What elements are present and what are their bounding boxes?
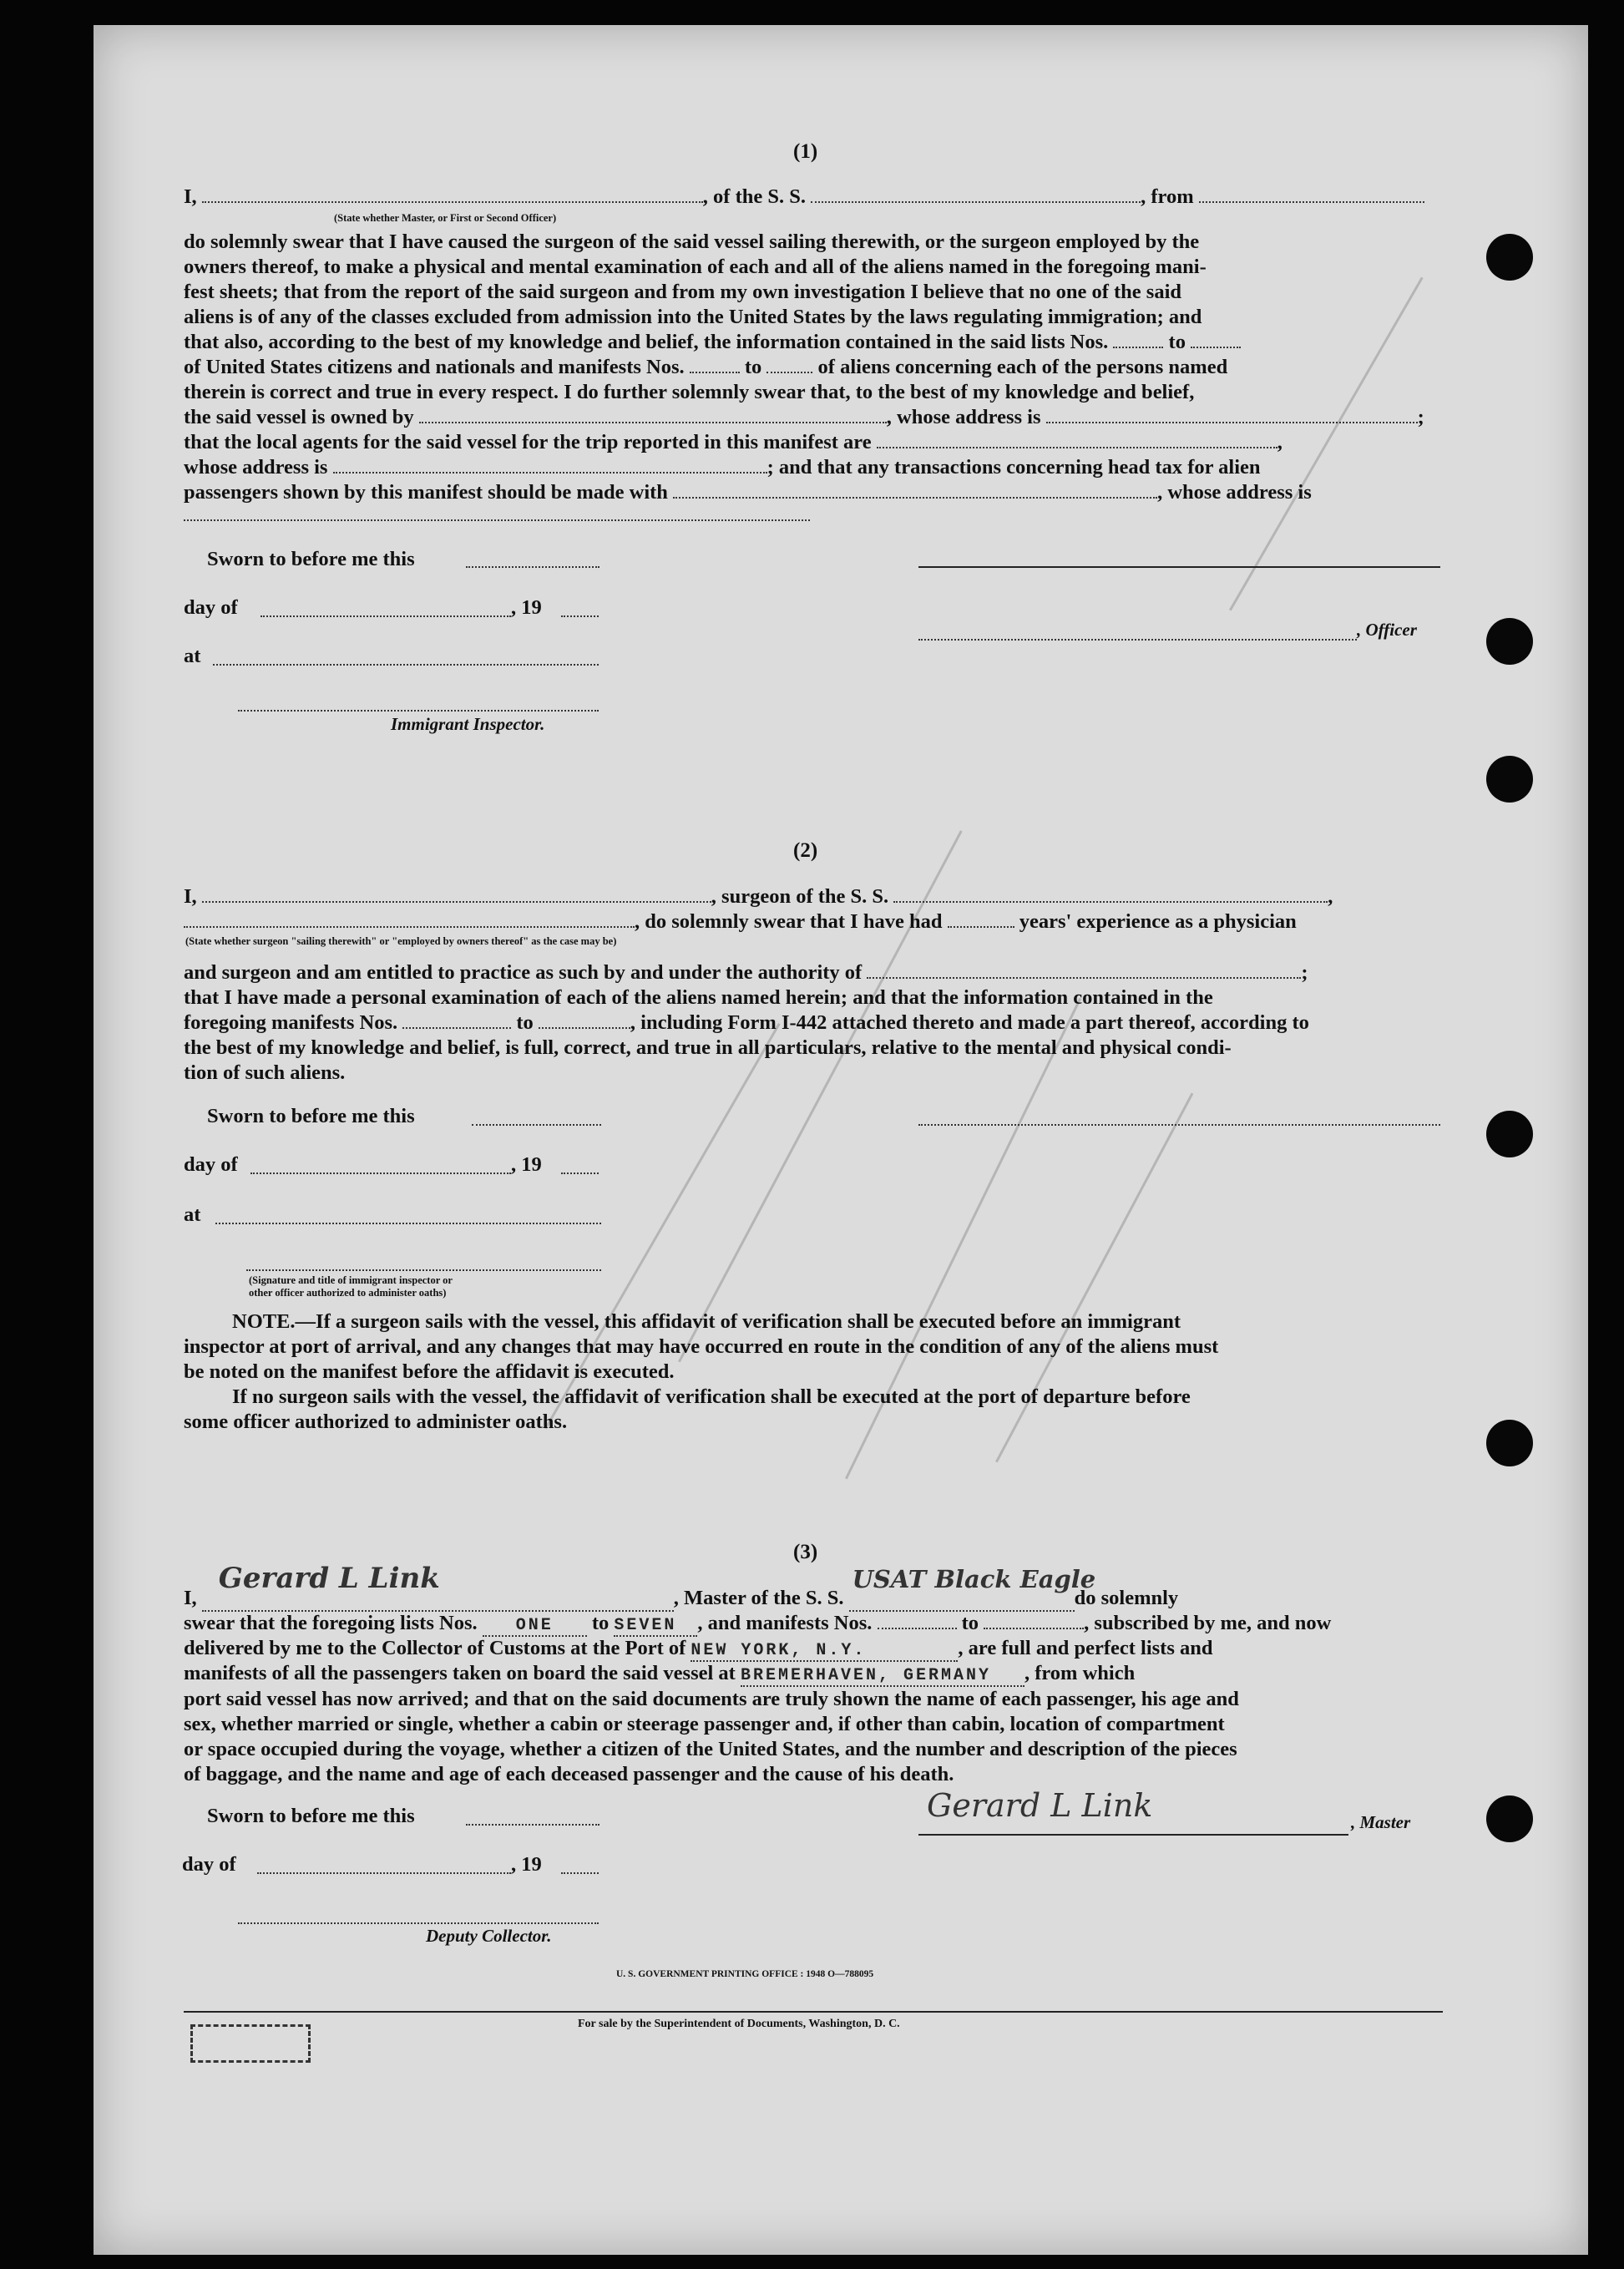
year-label-2: , 19 <box>511 1153 542 1176</box>
section1-body: do solemnly swear that I have caused the surgeon of the said vessel sailing therewith, or the surgeon employed by the owners thereof, to make a physical and mental examination of each and all of the aliens named in the foregoing mani- fest sheets; that from the report of the said surgeon and from my own investigation I believe that no one of the said aliens is of any of the classes excluded from admission into the United States by the laws regulating immigration; and that also, according to the best of my knowledge and belief, the information contained in the said lists Nos. to of United States citizens and nationals and manifests Nos. to of aliens concerning each of the persons named therein is correct and true in every respect. I do further solemnly swear that, to the best of my knowledge and belief, the said vessel is owned by , whose address is ; that the local agents for the said vessel for the trip reported in this manifest are , whose address is ; and that any transactions concerning head tax for alien passengers shown by this manifest should be made with , whose address is <box>184 230 1424 504</box>
note-paragraph: NOTE.—If a surgeon sails with the vessel, this affidavit of verification shall be executed before an immigrant inspector at port of arrival, and any changes that may have occurred en route in the condition of any of the aliens must be noted on the manifest before the affidavit is executed. If no surgeon sails with the vessel, the affidavit of verification shall be executed at the port of departure before some officer authorized to administer oaths. <box>184 1310 1219 1433</box>
footer-rule <box>184 2011 1443 2013</box>
surgeon-signature-line[interactable] <box>918 1124 1440 1126</box>
officer-label: , Officer <box>1357 620 1417 640</box>
gpo-imprint: U. S. GOVERNMENT PRINTING OFFICE : 1948 O—788095 <box>616 1969 874 1979</box>
binder-hole <box>1486 234 1533 281</box>
section3-body: port said vessel has now arrived; and that on the said documents are truly shown the name of each passenger, his age and sex, whether married or single, whether a cabin or steerage passenger and, if other than cabin, location of compartment or space occupied during the voyage, whether a citizen of the United States, and the number and description of the pieces of baggage, and the name and age of each deceased passenger and the cause of his death. <box>184 1688 1239 1785</box>
lists-to-typed[interactable]: SEVEN <box>614 1616 697 1637</box>
at-field-1[interactable] <box>213 664 599 666</box>
surgeon-capacity-note: (State whether surgeon "sailing therewith" or "employed by owners thereof" as the case may be) <box>185 935 617 947</box>
lists-from-typed[interactable]: ONE <box>483 1616 587 1637</box>
manifests-to-field[interactable] <box>766 372 812 373</box>
year-label-1: , 19 <box>511 596 542 619</box>
owner-address-field[interactable] <box>1046 422 1418 423</box>
rank-note: (State whether Master, or First or Second Officer) <box>334 212 557 224</box>
inspector-signature-line[interactable] <box>238 710 599 712</box>
year-field-3[interactable] <box>561 1872 599 1874</box>
master-signature: Gerard L Link <box>218 1562 440 1595</box>
years-experience-field[interactable] <box>948 926 1014 928</box>
section1-line1: I, , of the S. S. , from <box>184 185 1444 209</box>
local-agents-field[interactable] <box>877 447 1277 448</box>
master-manifests-from[interactable] <box>878 1628 957 1629</box>
surgeon-vessel-field[interactable] <box>893 901 1328 903</box>
day-of-field-2[interactable] <box>250 1172 511 1174</box>
owner-field[interactable] <box>419 422 887 423</box>
port-typed[interactable]: NEW YORK, N.Y. <box>691 1641 958 1662</box>
at-label-1: at <box>184 645 201 667</box>
binder-hole <box>1486 1795 1533 1842</box>
at-label-2: at <box>184 1203 201 1226</box>
sworn-label-1: Sworn to before me this <box>207 548 415 570</box>
section-number-1: (1) <box>793 140 818 163</box>
officer-signature-line[interactable] <box>918 566 1440 568</box>
master-signature-2: Gerard L Link <box>927 1787 1153 1824</box>
sworn-date-field-2[interactable] <box>472 1124 601 1126</box>
head-tax-field[interactable] <box>673 497 1157 499</box>
manifests-from-field[interactable] <box>690 372 740 373</box>
from-port-field[interactable] <box>1199 201 1424 203</box>
officer-rank-field[interactable] <box>202 201 703 203</box>
year-label-3: , 19 <box>511 1853 542 1876</box>
sale-notice: For sale by the Superintendent of Documents, Washington, D. C. <box>578 2018 900 2030</box>
vessel-name-field[interactable] <box>811 201 1141 203</box>
agent-address-field[interactable] <box>333 472 767 474</box>
surgeon-capacity-field[interactable] <box>184 926 635 928</box>
sworn-label-2: Sworn to before me this <box>207 1105 415 1127</box>
authority-field[interactable] <box>867 977 1301 979</box>
collector-signature-line[interactable] <box>238 1922 599 1924</box>
binder-hole <box>1486 1111 1533 1157</box>
lists-to-field[interactable] <box>1191 347 1241 348</box>
section3-line1: I, Gerard L Link , Master of the S. S. USAT Black Eagle do solemnly <box>184 1587 1444 1612</box>
day-of-label-3: day of <box>182 1853 236 1876</box>
section3-line3: delivered by me to the Collector of Customs at the Port of NEW YORK, N.Y. , are full and perfect lists and <box>184 1637 1213 1660</box>
master-manifests-to[interactable] <box>984 1628 1084 1629</box>
binder-hole <box>1486 618 1533 665</box>
collector-label: Deputy Collector. <box>426 1926 552 1946</box>
address-continuation-line <box>184 519 810 521</box>
section3-line4: manifests of all the passengers taken on board the said vessel at BREMERHAVEN, GERMANY , from which <box>184 1662 1136 1685</box>
vessel-name-handwritten: USAT Black Eagle <box>852 1565 1096 1593</box>
year-field-1[interactable] <box>561 615 599 617</box>
surgeon-name-field[interactable] <box>202 901 711 903</box>
sworn-date-field-1[interactable] <box>466 566 600 568</box>
lists-from-field[interactable] <box>1113 347 1163 348</box>
master-name-field[interactable] <box>202 1562 674 1612</box>
section3-line2: swear that the foregoing lists Nos. ONE to SEVEN , and manifests Nos. to , subscribed by me, and now <box>184 1612 1332 1635</box>
stamp-box <box>190 2024 311 2063</box>
section2-body: and surgeon and am entitled to practice as such by and under the authority of ; that I have made a personal examination of each of the aliens named herein; and that the information contained in the foregoing manifests Nos. to , including Form I-442 attached thereto and made a part thereof, according to the best of my knowledge and belief, is full, correct, and true in all particulars, relative to the mental and physical condi- tion of such aliens. <box>184 961 1309 1084</box>
inspector-signature-line-2[interactable] <box>246 1269 601 1271</box>
master-label: , Master <box>1351 1812 1411 1832</box>
section-number-3: (3) <box>793 1541 818 1563</box>
section2-line2: , do solemnly swear that I have had years' experience as a physician <box>184 910 1444 934</box>
binder-hole <box>1486 1420 1533 1466</box>
master-vessel-field[interactable] <box>849 1565 1096 1612</box>
inspector-label: Immigrant Inspector. <box>391 714 545 734</box>
sworn-date-field-3[interactable] <box>466 1824 600 1826</box>
at-field-2[interactable] <box>215 1223 601 1224</box>
signature-note-2: other officer authorized to administer oaths) <box>249 1287 447 1299</box>
section2-line1: I, , surgeon of the S. S. , <box>184 885 1333 908</box>
day-of-label-1: day of <box>184 596 238 619</box>
year-field-2[interactable] <box>561 1172 599 1174</box>
signature-note-1: (Signature and title of immigrant inspector or <box>249 1274 453 1286</box>
surgeon-manifests-to[interactable] <box>539 1027 630 1029</box>
section-number-2: (2) <box>793 839 818 862</box>
surgeon-manifests-from[interactable] <box>402 1027 511 1029</box>
master-signature-line[interactable] <box>918 1834 1348 1836</box>
day-of-label-2: day of <box>184 1153 238 1176</box>
day-of-field-3[interactable] <box>257 1872 511 1874</box>
day-of-field-1[interactable] <box>261 615 511 617</box>
sworn-label-3: Sworn to before me this <box>207 1805 415 1827</box>
binder-hole <box>1486 756 1533 803</box>
departure-port-typed[interactable]: BREMERHAVEN, GERMANY <box>741 1666 1024 1687</box>
officer-title-field[interactable] <box>918 639 1357 641</box>
